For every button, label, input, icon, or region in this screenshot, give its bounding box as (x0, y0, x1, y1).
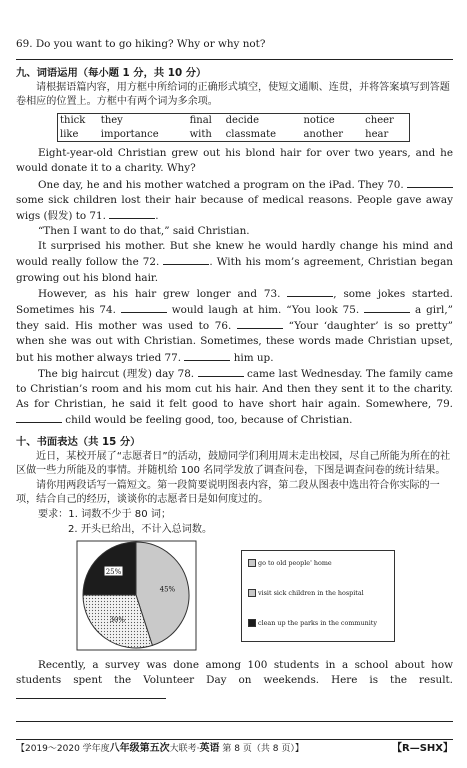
answer-blank[interactable] (163, 254, 209, 265)
word-option: notice (303, 115, 335, 127)
section-10-task: 请你用两段话写一篇短文。第一段简要说明图表内容，第二段从图表中选出符合你实际的一项，结合自己的经历，谈谈你的志愿者日是如何度过的。 (16, 480, 440, 505)
pie-slice-label: 25% (105, 567, 122, 576)
survey-chart (16, 540, 453, 652)
legend-item (248, 619, 377, 627)
footer-info: 【2019～2020 学年度八年级第五次大联考·英语 第 8 页（共 8 页）】 (16, 743, 304, 754)
word-option: hear (365, 128, 389, 140)
word-box (57, 113, 410, 142)
legend-item (248, 589, 364, 597)
answer-line-1[interactable] (16, 704, 453, 722)
answer-blank[interactable] (16, 412, 62, 423)
passage-paragraph (16, 224, 453, 239)
answer-blank[interactable] (407, 177, 453, 188)
passage-paragraph (16, 146, 453, 176)
footer-code: 【R—SHX】 (392, 743, 453, 754)
cloze-passage (16, 146, 453, 428)
passage-paragraph (16, 366, 453, 429)
passage-text: It surprised his mother. But she knew he would hardly change his mind and would really follow the 72. (16, 240, 453, 269)
answer-blank[interactable] (198, 366, 244, 377)
answer-blank[interactable] (364, 302, 410, 313)
word-option: cheer (365, 115, 394, 127)
answer-blank[interactable] (121, 302, 167, 313)
passage-text: One day, he and his mother watched a program on the iPad. They 70. (38, 178, 407, 191)
legend-swatch (248, 559, 256, 567)
answer-line-2[interactable] (16, 722, 453, 740)
passage-text: However, as his hair grew longer and 73. (38, 287, 288, 300)
passage-text: “Your ‘daughter’ is so pretty” when she was out with Christian. Sometimes, these words made Christian upset, but his mother always tried 77. (16, 320, 453, 364)
section-9-title: 九、词语运用（每小题 1 分，共 10 分） (16, 66, 207, 79)
answer-blank[interactable] (237, 318, 283, 329)
passage-paragraph (16, 177, 453, 225)
passage-text: , some jokes started. Sometimes his 74. (16, 287, 453, 317)
writing-blank[interactable] (16, 688, 166, 699)
passage-text: Eight-year-old Christian grew out his blond hair for over two years, and he would donate it to a charity. Why? (16, 147, 453, 175)
passage-paragraph (16, 239, 453, 286)
passage-text: “Then I want to do that,” said Christian. (38, 225, 250, 238)
legend-swatch (248, 619, 256, 627)
passage-text: some sick children lost their hair because of medical reasons. People gave away wigs (假发) to 71. (16, 193, 453, 222)
requirement-2: 2. 开头已给出，不计入总词数。 (68, 523, 213, 535)
word-option: decide (225, 115, 260, 127)
question-69: 69. Do you want to go hiking? Why or why not? (16, 38, 266, 50)
exam-page (16, 38, 453, 740)
section-10-intro: 近日，某校开展了“志愿者日”的活动，鼓励同学们利用周末走出校园，尽自己所能为所在的社区做一些力所能及的事情。并随机给 100 名同学发放了调查问卷，下图是调查问卷的统计结果。 (16, 450, 451, 476)
word-option: like (60, 128, 79, 140)
passage-text: . (155, 209, 159, 222)
legend-label: visit sick children in the hospital (258, 588, 364, 597)
passage-text: a girl,” they said. His mother was used to 76. (16, 304, 453, 333)
word-option: another (303, 128, 344, 140)
writing-opening: Recently, a survey was done among 100 students in a school about how students spent the Volunteer Day on weekends. Here is the result. (16, 658, 453, 705)
legend-label: go to old people' home (258, 558, 332, 567)
answer-blank[interactable] (109, 208, 155, 219)
passage-text: would laugh at him. “You look 75. (166, 304, 365, 317)
page-footer (16, 742, 453, 756)
legend-label: clean up the parks in the community (258, 618, 377, 627)
passage-text: . With his mom’s agreement, Christian began growing out his blond hair. (16, 256, 453, 284)
answer-blank[interactable] (287, 286, 333, 297)
passage-text: child would be feeling good, too, because of Christian. (62, 414, 353, 427)
word-option: with (189, 128, 212, 140)
passage-paragraph (16, 286, 453, 366)
pie-slice-label: 45% (159, 585, 176, 594)
answer-line-69[interactable] (16, 58, 453, 60)
pie-chart (76, 540, 201, 652)
word-option: classmate (225, 128, 277, 140)
legend-swatch (248, 589, 256, 597)
section-9-instructions: 请根据语篇内容，用方框中所给词的正确形式填空，使短文通顺、连贯，并将答案填写到答题卷相应的位置上。方框中有两个词为多余项。 (16, 81, 450, 107)
chart-legend (241, 550, 395, 642)
word-option: they (100, 115, 123, 127)
word-option: importance (100, 128, 159, 140)
word-option: final (189, 115, 212, 127)
requirement-1: 要求：1. 词数不少于 80 词； (38, 509, 172, 521)
passage-text: him up. (230, 351, 274, 364)
answer-blank[interactable] (184, 350, 230, 361)
passage-text: came last Wednesday. The family came to Christian’s room and his mom cut his hair. And then they sent it to the charity. As for Christian, he said it felt good to have short hair again. Somewhere, 79. (16, 367, 453, 411)
word-option: thick (60, 115, 86, 127)
legend-item (248, 559, 332, 567)
pie-slice-label: 30% (109, 615, 126, 624)
passage-text: The big haircut (理发) day 78. (38, 367, 198, 380)
section-10-title: 十、书面表达（共 15 分） (16, 435, 141, 448)
